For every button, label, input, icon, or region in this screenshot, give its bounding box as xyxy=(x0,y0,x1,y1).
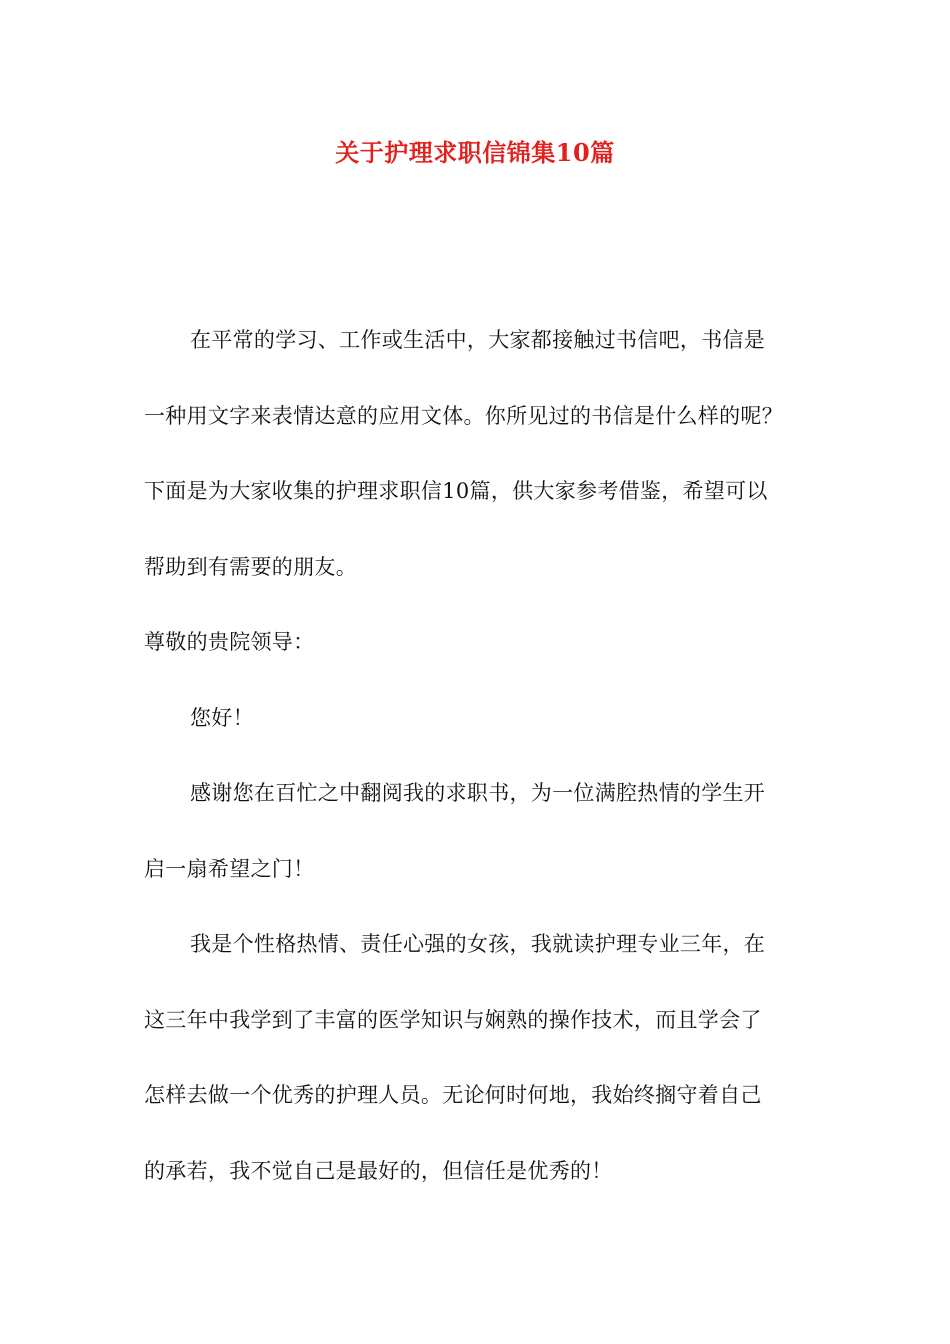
paragraph-line: 怎样去做一个优秀的护理人员。无论何时何地，我始终搁守着自己 xyxy=(144,1083,762,1107)
paragraph-line: 的承若，我不觉自己是最好的，但信任是优秀的！ xyxy=(144,1158,613,1183)
paragraph-line: 在平常的学习、工作或生活中，大家都接触过书信吧，书信是 xyxy=(190,328,766,352)
document-title: 关于护理求职信锦集10篇 xyxy=(335,138,615,167)
document-body xyxy=(144,320,812,1226)
paragraph-line: 帮助到有需要的朋友。 xyxy=(144,554,357,579)
paragraph-line: 感谢您在百忙之中翻阅我的求职书，为一位满腔热情的学生开 xyxy=(190,781,766,805)
paragraph-line: 启一扇希望之门！ xyxy=(144,856,315,881)
paragraph-line: 一种用文字来表情达意的应用文体。你所见过的书信是什么样的呢？ xyxy=(144,403,783,428)
paragraph-line: 这三年中我学到了丰富的医学知识与娴熟的操作技术，而且学会了 xyxy=(144,1007,762,1032)
salutation-line: 尊敬的贵院领导： xyxy=(144,630,315,654)
paragraph-line: 我是个性格热情、责任心强的女孩，我就读护理专业三年，在 xyxy=(190,932,766,956)
paragraph-line: 下面是为大家收集的护理求职信10篇，供大家参考借鉴，希望可以 xyxy=(144,479,768,503)
greeting-line: 您好！ xyxy=(190,705,254,730)
